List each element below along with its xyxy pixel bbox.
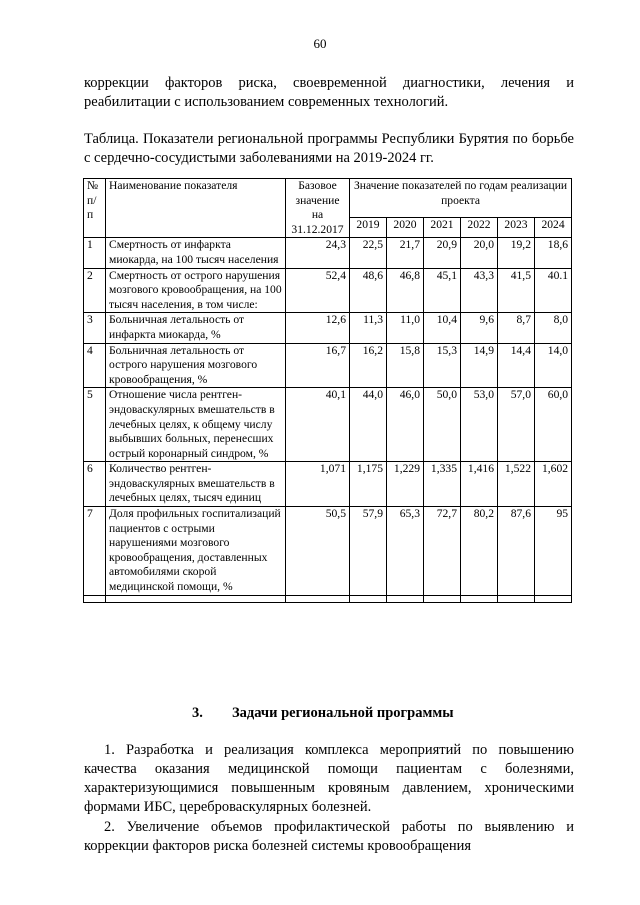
row-value: 80,2 [461, 507, 498, 596]
header-num: № п/п [84, 179, 106, 238]
row-value: 1,229 [387, 462, 424, 507]
row-value: 22,5 [350, 238, 387, 268]
table-row [84, 268, 572, 313]
task-paragraph-1: 1. Разработка и реализация комплекса мероприятий по повышению качества оказания медицинской помощи пациентам с болезнями, характеризующимися повышенным кровяным давлением, хроническими формами ИБС, цереброваскулярных болезней. [84, 742, 574, 815]
row-value: 1,335 [424, 462, 461, 507]
row-base: 40,1 [286, 388, 350, 462]
row-num: 5 [84, 388, 106, 462]
table-row [84, 388, 572, 462]
table-row [84, 462, 572, 507]
row-base: 12,6 [286, 313, 350, 343]
header-year: 2020 [387, 218, 424, 238]
row-value: 14,9 [461, 343, 498, 388]
spacer-cell [424, 595, 461, 602]
table-spacer-row [84, 595, 572, 602]
row-num: 4 [84, 343, 106, 388]
row-value: 46,8 [387, 268, 424, 313]
row-value: 57,9 [350, 507, 387, 596]
row-value: 19,2 [498, 238, 535, 268]
row-value: 15,8 [387, 343, 424, 388]
task-paragraph-2: 2. Увеличение объемов профилактической работы по выявлению и коррекции факторов риска болезней системы кровообращения [84, 819, 574, 854]
row-value: 45,1 [424, 268, 461, 313]
row-value: 41,5 [498, 268, 535, 313]
header-year: 2023 [498, 218, 535, 238]
table-row [84, 343, 572, 388]
row-value: 48,6 [350, 268, 387, 313]
row-value: 1,602 [535, 462, 572, 507]
header-year: 2019 [350, 218, 387, 238]
row-value: 20,9 [424, 238, 461, 268]
row-value: 72,7 [424, 507, 461, 596]
row-value: 50,0 [424, 388, 461, 462]
row-value: 11,0 [387, 313, 424, 343]
spacer-cell [461, 595, 498, 602]
spacer-cell [498, 595, 535, 602]
row-value: 65,3 [387, 507, 424, 596]
row-name: Смертность от острого нарушения мозгового кровообращения, на 100 тысяч населения, в том числе: [106, 268, 286, 313]
row-base: 1,071 [286, 462, 350, 507]
table-row [84, 313, 572, 343]
row-value: 60,0 [535, 388, 572, 462]
row-value: 1,175 [350, 462, 387, 507]
row-value: 87,6 [498, 507, 535, 596]
table-row [84, 238, 572, 268]
table-header-row [84, 179, 572, 218]
row-value: 95 [535, 507, 572, 596]
section-number: 3. [192, 705, 203, 721]
row-value: 11,3 [350, 313, 387, 343]
table-caption: Таблица. Показатели региональной программы Республики Бурятия по борьбе с сердечно-сосудистыми заболеваниями на 2019-2024 гг. [84, 131, 574, 166]
row-value: 16,2 [350, 343, 387, 388]
row-value: 43,3 [461, 268, 498, 313]
table-row [84, 507, 572, 596]
row-base: 24,3 [286, 238, 350, 268]
row-value: 9,6 [461, 313, 498, 343]
row-value: 1,416 [461, 462, 498, 507]
row-num: 7 [84, 507, 106, 596]
row-value: 14,0 [535, 343, 572, 388]
intro-paragraph: коррекции факторов риска, своевременной диагностики, лечения и реабилитации с использованием современных технологий. [84, 75, 574, 110]
row-name: Смертность от инфаркта миокарда, на 100 тысяч населения [106, 238, 286, 268]
row-num: 6 [84, 462, 106, 507]
spacer-cell [350, 595, 387, 602]
row-num: 3 [84, 313, 106, 343]
row-name: Количество рентген-эндоваскулярных вмешательств в лечебных целях, тысяч единиц [106, 462, 286, 507]
section-title: Задачи региональной программы [232, 705, 454, 721]
row-value: 46,0 [387, 388, 424, 462]
row-value: 53,0 [461, 388, 498, 462]
row-value: 15,3 [424, 343, 461, 388]
row-base: 16,7 [286, 343, 350, 388]
row-value: 21,7 [387, 238, 424, 268]
row-value: 8,0 [535, 313, 572, 343]
row-num: 1 [84, 238, 106, 268]
spacer-cell [84, 595, 106, 602]
page-number: 60 [313, 36, 327, 51]
header-year: 2022 [461, 218, 498, 238]
row-value: 18,6 [535, 238, 572, 268]
row-value: 10,4 [424, 313, 461, 343]
row-name: Отношение числа рентген-эндоваскулярных вмешательств в лечебных целях, к общему числу выбывших больных, перенесших острый коронарный синдром, % [106, 388, 286, 462]
row-value: 40.1 [535, 268, 572, 313]
indicators-table [83, 178, 572, 603]
header-name: Наименование показателя [106, 179, 286, 238]
spacer-cell [106, 595, 286, 602]
row-value: 44,0 [350, 388, 387, 462]
row-value: 57,0 [498, 388, 535, 462]
row-name: Больничная летальность от острого нарушения мозгового кровообращения, % [106, 343, 286, 388]
spacer-cell [286, 595, 350, 602]
spacer-cell [535, 595, 572, 602]
row-value: 20,0 [461, 238, 498, 268]
row-value: 1,522 [498, 462, 535, 507]
header-year: 2021 [424, 218, 461, 238]
header-base: Базовое значение на 31.12.2017 [286, 179, 350, 238]
row-base: 50,5 [286, 507, 350, 596]
header-years-group: Значение показателей по годам реализации проекта [350, 179, 572, 218]
row-base: 52,4 [286, 268, 350, 313]
row-value: 8,7 [498, 313, 535, 343]
row-value: 14,4 [498, 343, 535, 388]
header-year: 2024 [535, 218, 572, 238]
row-num: 2 [84, 268, 106, 313]
row-name: Больничная летальность от инфаркта миокарда, % [106, 313, 286, 343]
row-name: Доля профильных госпитализаций пациентов с острыми нарушениями мозгового кровообращения, доставленных автомобилями скорой медицинской помощи, % [106, 507, 286, 596]
spacer-cell [387, 595, 424, 602]
